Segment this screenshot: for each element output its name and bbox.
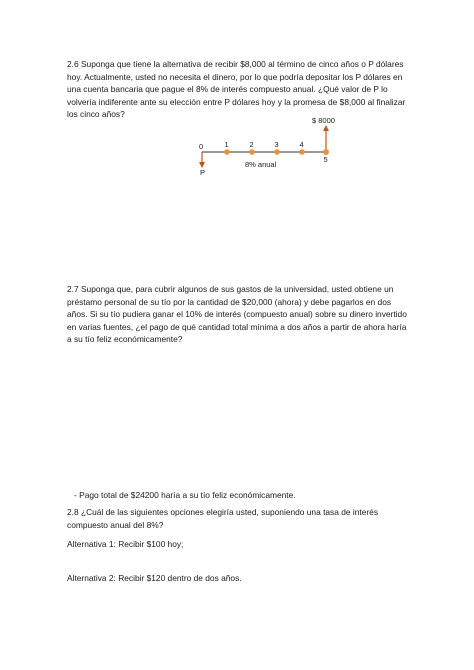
problem-2-8-alternative-2: Alternativa 2: Recibir $120 dentro de dos años. (67, 573, 242, 583)
period-label-0: 0 (199, 142, 204, 151)
problem-2-8-text: 2.8 ¿Cuál de las siguientes opciones elegiría usted, suponiendo una tasa de interés compuesto anual del 8%? (67, 507, 379, 530)
problem-2-8-alternative-1: Alternativa 1: Recibir $100 hoy; (67, 539, 184, 549)
cash-flow-diagram (190, 112, 340, 178)
period-marker-2 (249, 149, 255, 155)
period-label-5: 5 (323, 155, 328, 164)
period-marker-3 (274, 149, 280, 155)
period-label-2: 2 (249, 140, 254, 149)
period-marker-4 (299, 149, 305, 155)
problem-2-6-text: 2.6 Suponga que tiene la alternativa de recibir $8,000 al término de cinco años o P dólares hoy. Actualmente, usted no necesita el dinero, por lo que podría depositar los P dólares en una cuenta bancaria que pague el 8% de interés compuesto anual. ¿Qué valor de P lo volvería indiferente ante su elección entre P dólares hoy y la promesa de $8,000 al finalizar los cinco años? (67, 59, 406, 120)
period-label-4: 4 (299, 140, 304, 149)
future-value-label: $ 8000 (312, 116, 335, 125)
period-label-1: 1 (224, 140, 229, 149)
problem-2-7-text: 2.7 Suponga que, para cubrir algunos de sus gastos de la universidad, usted obtiene un préstamo personal de su tío por la cantidad de $20,000 (ahora) y debe pagarlos en dos años. Si su tío pudiera ganar el 10% de interés (compuesto anual) sobre su dinero invertido en varias fuentes, ¿el pago de qué cantidad total mínima a dos años a partir de ahora haría a su tío feliz económicamente? (67, 284, 407, 345)
future-value-arrowhead (323, 125, 329, 131)
period-label-3: 3 (274, 140, 279, 149)
problem-2-7-answer: - Pago total de $24200 haría a su tío feliz económicamente. (74, 490, 296, 500)
rate-label: 8% anual (245, 160, 277, 169)
present-value-label: P (200, 168, 206, 177)
period-marker-1 (224, 149, 230, 155)
